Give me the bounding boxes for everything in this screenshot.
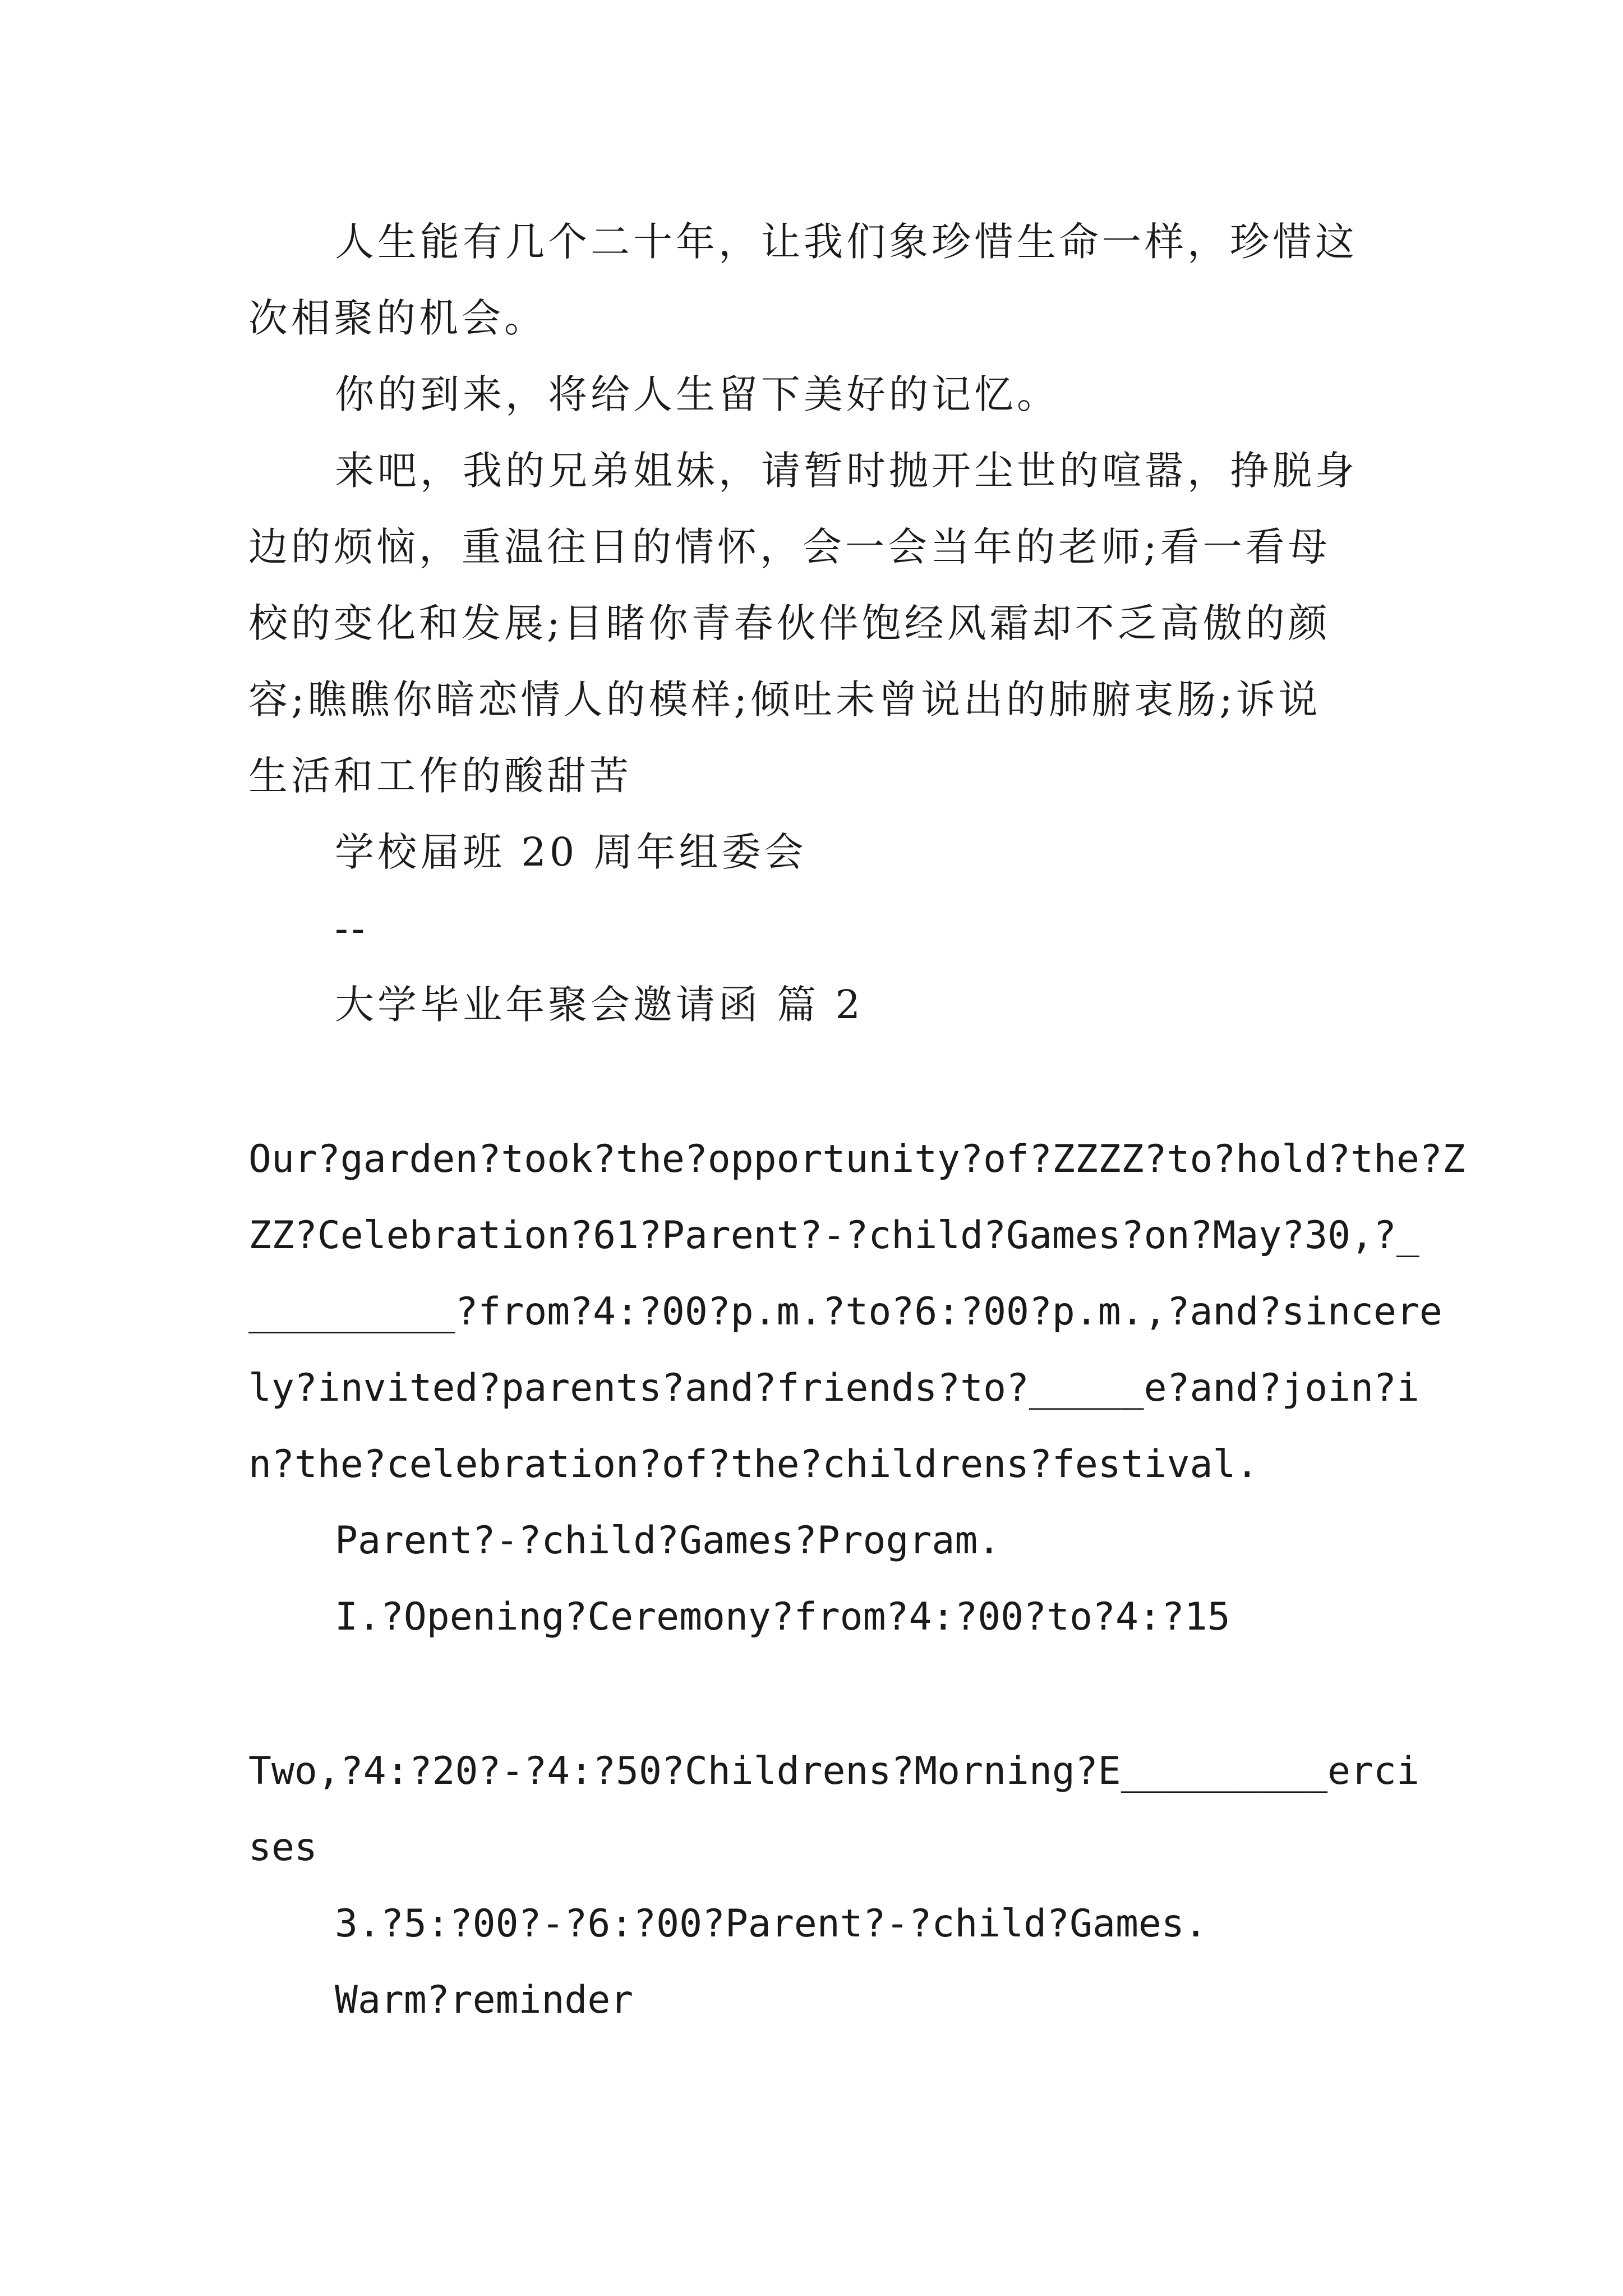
paragraph-line: ZZ?Celebration?61?Parent?-?child?Games?on?May?30,?_ <box>248 1213 1419 1258</box>
section-heading: 大学毕业年聚会邀请函 篇 2 <box>335 982 864 1028</box>
separator-line: -- <box>335 905 368 951</box>
paragraph-line: 边的烦恼，重温往日的情怀，会一会当年的老师;看一看母 <box>248 524 1331 570</box>
paragraph-line: 来吧，我的兄弟姐妹，请暂时抛开尘世的喧嚣，挣脱身 <box>335 448 1358 494</box>
signature-line: 学校届班 20 周年组委会 <box>335 829 807 875</box>
paragraph-line: Our?garden?took?the?opportunity?of?ZZZZ?to?hold?the?Z <box>248 1137 1465 1181</box>
paragraph-line: _________?from?4:?00?p.m.?to?6:?00?p.m.,?and?sincere <box>248 1290 1442 1334</box>
paragraph-line: 你的到来，将给人生留下美好的记忆。 <box>335 371 1059 417</box>
paragraph-line: ses <box>248 1825 317 1870</box>
paragraph-line: I.?Opening?Ceremony?from?4:?00?to?4:?15 <box>335 1595 1230 1639</box>
paragraph-line: 校的变化和发展;目睹你青春伙伴饱经风霜却不乏高傲的颜 <box>248 600 1331 646</box>
paragraph-line: 3.?5:?00?-?6:?00?Parent?-?child?Games. <box>335 1902 1207 1946</box>
paragraph-line: 人生能有几个二十年，让我们象珍惜生命一样，珍惜这 <box>335 219 1358 265</box>
paragraph-line: Warm?reminder <box>335 1978 634 2022</box>
paragraph-line: 容;瞧瞧你暗恋情人的模样;倾吐未曾说出的肺腑衷肠;诉说 <box>248 677 1321 723</box>
paragraph-line: n?the?celebration?of?the?childrens?festival. <box>248 1442 1259 1487</box>
paragraph-line: Parent?-?child?Games?Program. <box>335 1519 1001 1563</box>
paragraph-line: ly?invited?parents?and?friends?to?_____e?and?join?i <box>248 1366 1419 1410</box>
paragraph-line: 生活和工作的酸甜苦 <box>248 753 632 799</box>
paragraph-line: Two,?4:?20?-?4:?50?Childrens?Morning?E_________erci <box>248 1749 1419 1793</box>
paragraph-line: 次相聚的机会。 <box>248 295 547 341</box>
